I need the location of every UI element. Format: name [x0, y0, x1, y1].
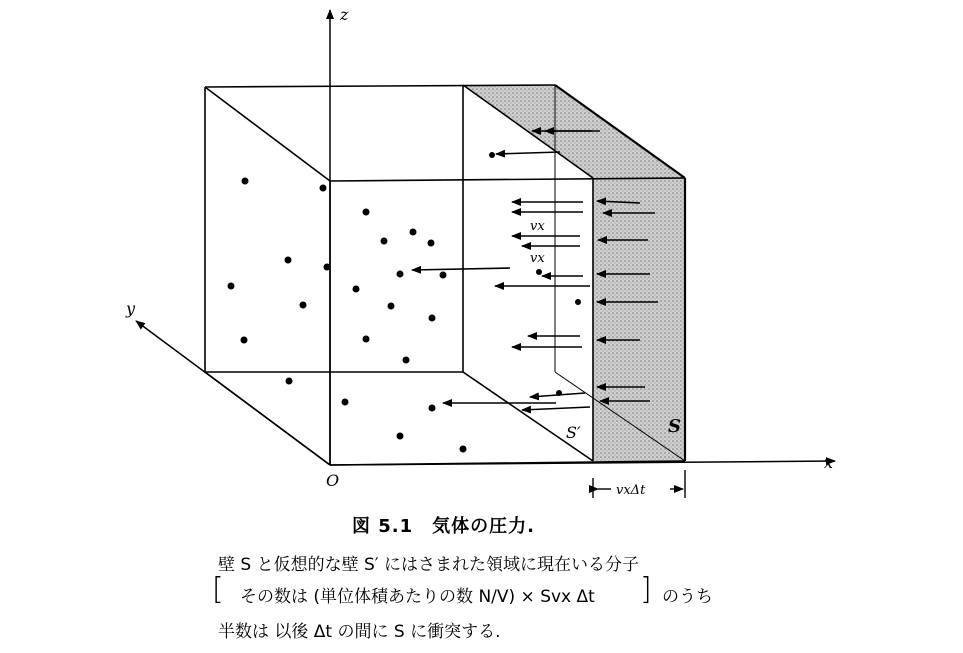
axis-y-label: y	[126, 299, 136, 318]
axis-x-label: x	[824, 453, 834, 472]
width-label: vxΔt	[616, 483, 646, 498]
vx-label-upper: vx	[530, 219, 545, 234]
wall-s-prime-label: S′	[566, 423, 581, 442]
origin-label: O	[326, 471, 340, 490]
caption-line-3: 半数は 以後 Δt の間に S に衝突する.	[218, 622, 501, 642]
figure-caption-title: 図 5.1 気体の圧力.	[352, 516, 535, 537]
diagram-labels	[125, 5, 833, 498]
vx-label-lower: vx	[530, 251, 545, 266]
caption-line-1: 壁 S と仮想的な壁 S′ にはさまれた領域に現在いる分子	[218, 555, 640, 575]
bracket-close: ]	[640, 572, 652, 607]
caption-line-2-tail: のうち	[662, 587, 713, 607]
caption-line-2: その数は (単位体積あたりの数 N/V) × Svx Δt	[240, 587, 595, 607]
molecules	[228, 152, 582, 453]
shaded-region	[463, 85, 685, 461]
axis-z-label: z	[340, 5, 349, 24]
bracket-open: [	[212, 572, 224, 607]
axes	[136, 10, 835, 465]
wall-s-label: S	[668, 416, 681, 437]
